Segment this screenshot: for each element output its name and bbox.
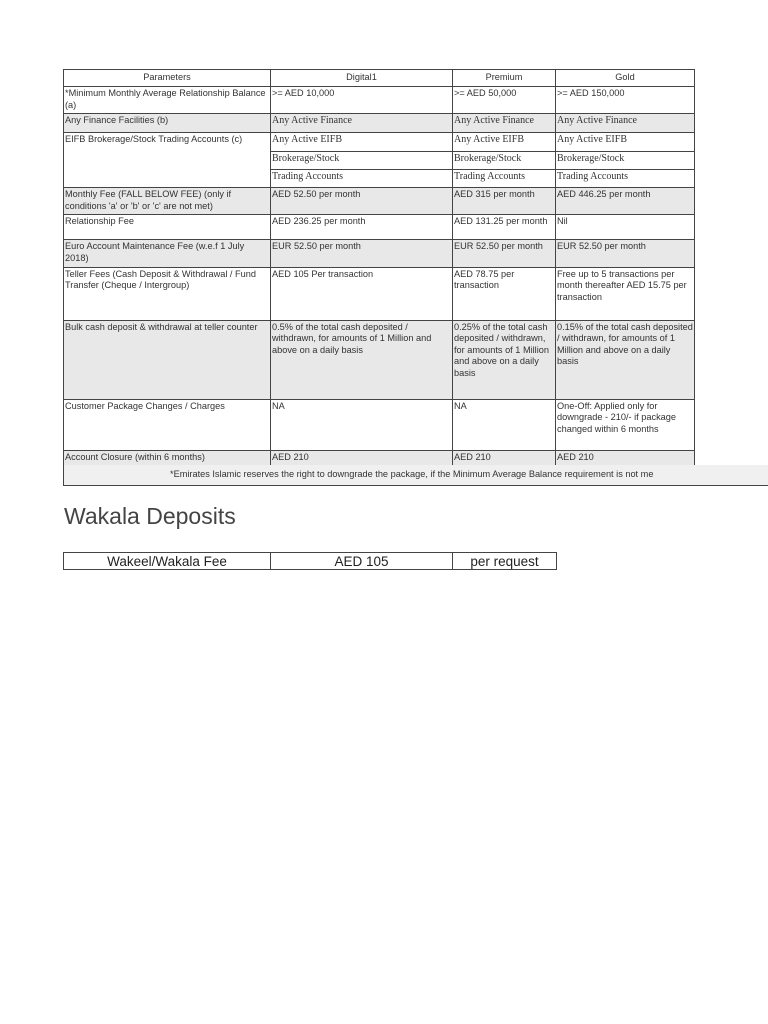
fee-unit: per request xyxy=(453,553,557,570)
table-row xyxy=(64,240,695,267)
table-cell: >= AED 10,000 xyxy=(271,87,453,114)
table-cell: Any Active Finance xyxy=(271,114,453,133)
table-cell: One-Off: Applied only for downgrade - 210/- if package changed within 6 months xyxy=(556,399,695,450)
table-cell: Any Finance Facilities (b) xyxy=(64,114,271,133)
table-cell: AED 210 xyxy=(556,450,695,467)
table-row xyxy=(64,320,695,399)
header-digital1: Digital1 xyxy=(271,70,453,87)
table-cell: AED 315 per month xyxy=(453,188,556,215)
table-cell: 0.25% of the total cash deposited / withdrawn, for amounts of 1 Million and above on a daily basis xyxy=(453,320,556,399)
table-cell: AED 210 xyxy=(271,450,453,467)
table-footnote xyxy=(63,465,768,486)
table-cell: EUR 52.50 per month xyxy=(271,240,453,267)
table-cell: AED 78.75 per transaction xyxy=(453,267,556,320)
table-cell: Teller Fees (Cash Deposit & Withdrawal / Fund Transfer (Cheque / Intergroup) xyxy=(64,267,271,320)
table-row xyxy=(64,399,695,450)
fee-name: Wakeel/Wakala Fee xyxy=(64,553,271,570)
footnote-text: *Emirates Islamic reserves the right to downgrade the package, if the Minimum Average Balance requirement is not me xyxy=(170,469,654,479)
table-cell: AED 105 Per transaction xyxy=(271,267,453,320)
header-gold: Gold xyxy=(556,70,695,87)
table-cell: Brokerage/Stock xyxy=(453,152,556,170)
section-title: Wakala Deposits xyxy=(64,503,236,529)
table-cell: Customer Package Changes / Charges xyxy=(64,399,271,450)
wakala-fee-table xyxy=(63,552,557,570)
table-cell: AED 210 xyxy=(453,450,556,467)
table-row xyxy=(64,553,557,570)
table-row xyxy=(64,133,695,152)
table-row xyxy=(64,267,695,320)
table-cell: Brokerage/Stock xyxy=(271,152,453,170)
fee-amount: AED 105 xyxy=(271,553,453,570)
table-cell: Trading Accounts xyxy=(271,170,453,188)
table-row xyxy=(64,188,695,215)
table-cell: Free up to 5 transactions per month thereafter AED 15.75 per transaction xyxy=(556,267,695,320)
table-cell: EUR 52.50 per month xyxy=(556,240,695,267)
fees-table xyxy=(63,69,695,468)
table-cell: Any Active EIFB xyxy=(556,133,695,152)
table-cell: *Minimum Monthly Average Relationship Balance (a) xyxy=(64,87,271,114)
table-row xyxy=(64,87,695,114)
table-cell: Trading Accounts xyxy=(556,170,695,188)
table-row xyxy=(64,215,695,240)
table-cell: 0.15% of the total cash deposited / withdrawn, for amounts of 1 Million and above on a daily basis xyxy=(556,320,695,399)
header-premium: Premium xyxy=(453,70,556,87)
table-cell: >= AED 150,000 xyxy=(556,87,695,114)
table-cell: Euro Account Maintenance Fee (w.e.f 1 July 2018) xyxy=(64,240,271,267)
table-cell: EIFB Brokerage/Stock Trading Accounts (c) xyxy=(64,133,271,188)
table-cell: Trading Accounts xyxy=(453,170,556,188)
table-header-row xyxy=(64,70,695,87)
table-cell: Monthly Fee (FALL BELOW FEE) (only if conditions 'a' or 'b' or 'c' are not met) xyxy=(64,188,271,215)
table-cell: Any Active EIFB xyxy=(453,133,556,152)
table-cell: Bulk cash deposit & withdrawal at teller counter xyxy=(64,320,271,399)
table-cell: NA xyxy=(271,399,453,450)
table-cell: Nil xyxy=(556,215,695,240)
table-cell: Any Active Finance xyxy=(453,114,556,133)
table-cell: AED 52.50 per month xyxy=(271,188,453,215)
table-cell: Any Active EIFB xyxy=(271,133,453,152)
table-cell: EUR 52.50 per month xyxy=(453,240,556,267)
table-cell: >= AED 50,000 xyxy=(453,87,556,114)
table-cell: Relationship Fee xyxy=(64,215,271,240)
table-row xyxy=(64,114,695,133)
table-cell: AED 131.25 per month xyxy=(453,215,556,240)
table-cell: Any Active Finance xyxy=(556,114,695,133)
table-cell: Account Closure (within 6 months) xyxy=(64,450,271,467)
table-cell: 0.5% of the total cash deposited / withdrawn, for amounts of 1 Million and above on a daily basis xyxy=(271,320,453,399)
table-cell: AED 446.25 per month xyxy=(556,188,695,215)
table-cell: Brokerage/Stock xyxy=(556,152,695,170)
table-cell: NA xyxy=(453,399,556,450)
header-parameters: Parameters xyxy=(64,70,271,87)
table-cell: AED 236.25 per month xyxy=(271,215,453,240)
